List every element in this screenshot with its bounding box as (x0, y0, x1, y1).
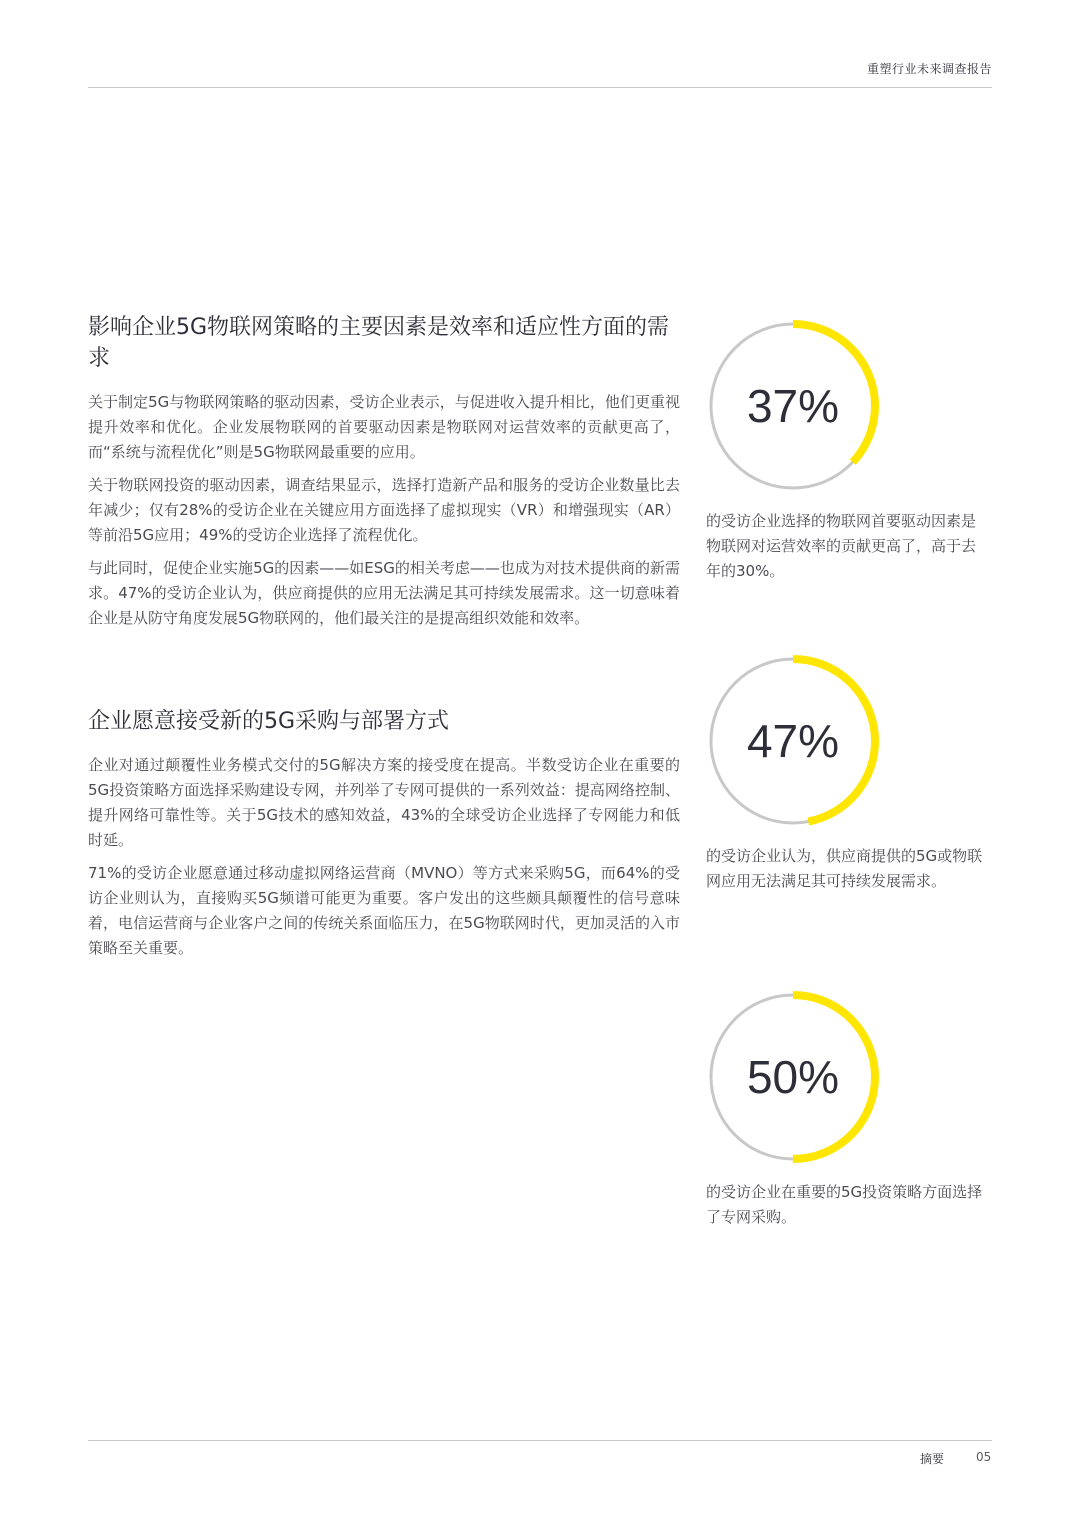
footer-section-label: 摘要 (920, 1452, 945, 1466)
stat-caption: 的受访企业在重要的5G投资策略方面选择了专网采购。 (706, 1183, 983, 1226)
section-heading: 企业愿意接受新的5G采购与部署方式 (88, 709, 450, 734)
stat-card (706, 319, 990, 584)
stat-caption: 的受访企业选择的物联网首要驱动因素是物联网对运营效率的贡献更高了，高于去年的30%。 (706, 512, 977, 580)
stat-card (706, 654, 990, 894)
paragraph: 关于物联网投资的驱动因素，调查结果显示，选择打造新产品和服务的受访企业数量比去年减少；仅有28%的受访企业在关键应用方面选择了虚拟现实（VR）和增强现实（AR）等前沿5G应用；49%的受访企业选择了流程优化。 (88, 476, 680, 544)
paragraph: 关于制定5G与物联网策略的驱动因素，受访企业表示，与促进收入提升相比，他们更重视提升效率和优化。企业发展物联网的首要驱动因素是物联网对运营效率的贡献更高了，而“系统与流程优化”则是5G物联网最重要的应用。 (88, 393, 680, 461)
section-heading: 影响企业5G物联网策略的主要因素是效率和适应性方面的需求 (88, 315, 670, 371)
stat-card (706, 990, 990, 1230)
stat-caption: 的受访企业认为，供应商提供的5G或物联网应用无法满足其可持续发展需求。 (706, 847, 983, 890)
page-number: 05 (976, 1450, 992, 1464)
section-procurement (88, 706, 680, 969)
footer-divider (88, 1440, 992, 1441)
report-title: 重塑行业未来调查报告 (866, 62, 992, 76)
stat-percentage: 47% (746, 715, 840, 767)
section-efficiency (88, 312, 680, 639)
paragraph: 71%的受访企业愿意通过移动虚拟网络运营商（MVNO）等方式来采购5G，而64%的受访企业则认为，直接购买5G频谱可能更为重要。客户发出的这些颇具颠覆性的信号意味着，电信运营商与企业客户之间的传统关系面临压力，在5G物联网时代，更加灵活的入市策略至关重要。 (88, 864, 680, 957)
paragraph: 企业对通过颠覆性业务模式交付的5G解决方案的接受度在提高。半数受访企业在重要的5G投资策略方面选择采购建设专网，并列举了专网可提供的一系列效益：提高网络控制、提升网络可靠性等。关于5G技术的感知效益，43%的全球受访企业选择了专网能力和低时延。 (88, 756, 680, 849)
paragraph: 与此同时，促使企业实施5G的因素——如ESG的相关考虑——也成为对技术提供商的新需求。47%的受访企业认为，供应商提供的应用无法满足其可持续发展需求。这一切意味着企业是从防守角度发展5G物联网的，他们最关注的是提高组织效能和效率。 (88, 559, 680, 627)
stat-percentage: 50% (746, 1051, 840, 1103)
percentage-ring (706, 654, 880, 828)
stat-percentage: 37% (746, 380, 840, 432)
percentage-ring (706, 990, 880, 1164)
percentage-ring (706, 319, 880, 493)
header-divider (88, 87, 992, 88)
